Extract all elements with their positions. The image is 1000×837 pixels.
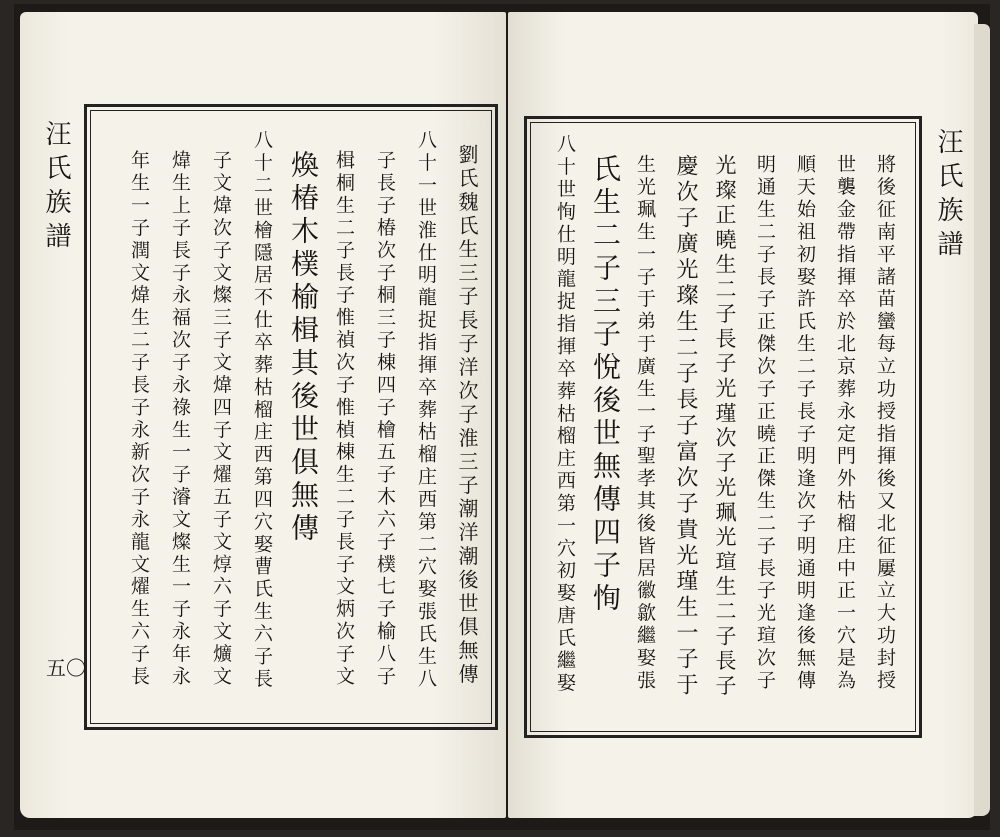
right-column-9: 八十世恂仕明龍捉指揮卒葬枯榴庄西第一穴初娶唐氏繼娶 — [554, 134, 576, 695]
right-column-2: 世襲金帶指揮卒於北京葬永定門外枯榴庄中正一穴是為 — [834, 154, 856, 693]
right-column-8: 氏生二子三子悅後世無傳四子恂 — [589, 154, 622, 616]
right-column-7: 生光珮生一子于弟于廣生一子聖孝其後皆居徽歙繼娶張 — [634, 154, 656, 693]
left-page-title: 汪氏族譜 — [41, 120, 71, 256]
page-edges — [974, 24, 990, 816]
left-column-2: 八十一世淮仕明龍捉指揮卒葬枯榴庄西第二穴娶張氏生八 — [415, 130, 437, 691]
right-column-5: 光璨正曉生二子長子光瑾次子光珮光瑄生二子長子 — [713, 154, 737, 700]
left-column-8: 煒生上子長子永福次子永祿生一子濬文燦生一子永年永 — [169, 150, 191, 689]
left-column-5: 煥椿木樸榆楫其後世俱無傳 — [287, 150, 320, 546]
left-column-1: 劉氏魏氏生三子長子洋次子淮三子潮洋潮後世俱無傳 — [455, 144, 479, 687]
open-book — [14, 4, 990, 830]
right-column-4: 明通生二子長子正傑次子正曉正傑生二子長子光瑄次子 — [754, 154, 776, 693]
right-page-title: 汪氏族譜 — [933, 128, 963, 264]
left-page — [20, 12, 506, 818]
left-column-6: 八十二世檜隱居不仕卒葬枯榴庄西第四穴娶曹氏生六子長 — [251, 130, 273, 691]
left-column-4: 楫桐生二子長子惟禎次子惟楨棟生二子長子文炳次子文 — [333, 150, 355, 689]
right-column-3: 順天始祖初娶許氏生二子長子明逢次子明通明逢後無傳 — [794, 154, 816, 693]
right-page — [508, 12, 978, 818]
right-column-6: 慶次子廣光璨生二子長子富次子貴光瑾生一子于 — [673, 154, 698, 700]
left-column-7: 子文煒次子文燦三子文煒四子文燿五子文焞六子文爌文 — [210, 150, 232, 689]
right-column-1: 將後征南平諸苗蠻每立功授指揮後又北征屢立大功封授 — [874, 154, 896, 693]
left-column-3: 子長子椿次子桐三子棟四子檜五子木六子樸七子榆八子 — [374, 150, 396, 689]
page-number: 五〇 — [46, 656, 86, 680]
left-column-9: 年生一子潤文煒生二子長子永新次子永龍文燿生六子長 — [128, 150, 150, 689]
